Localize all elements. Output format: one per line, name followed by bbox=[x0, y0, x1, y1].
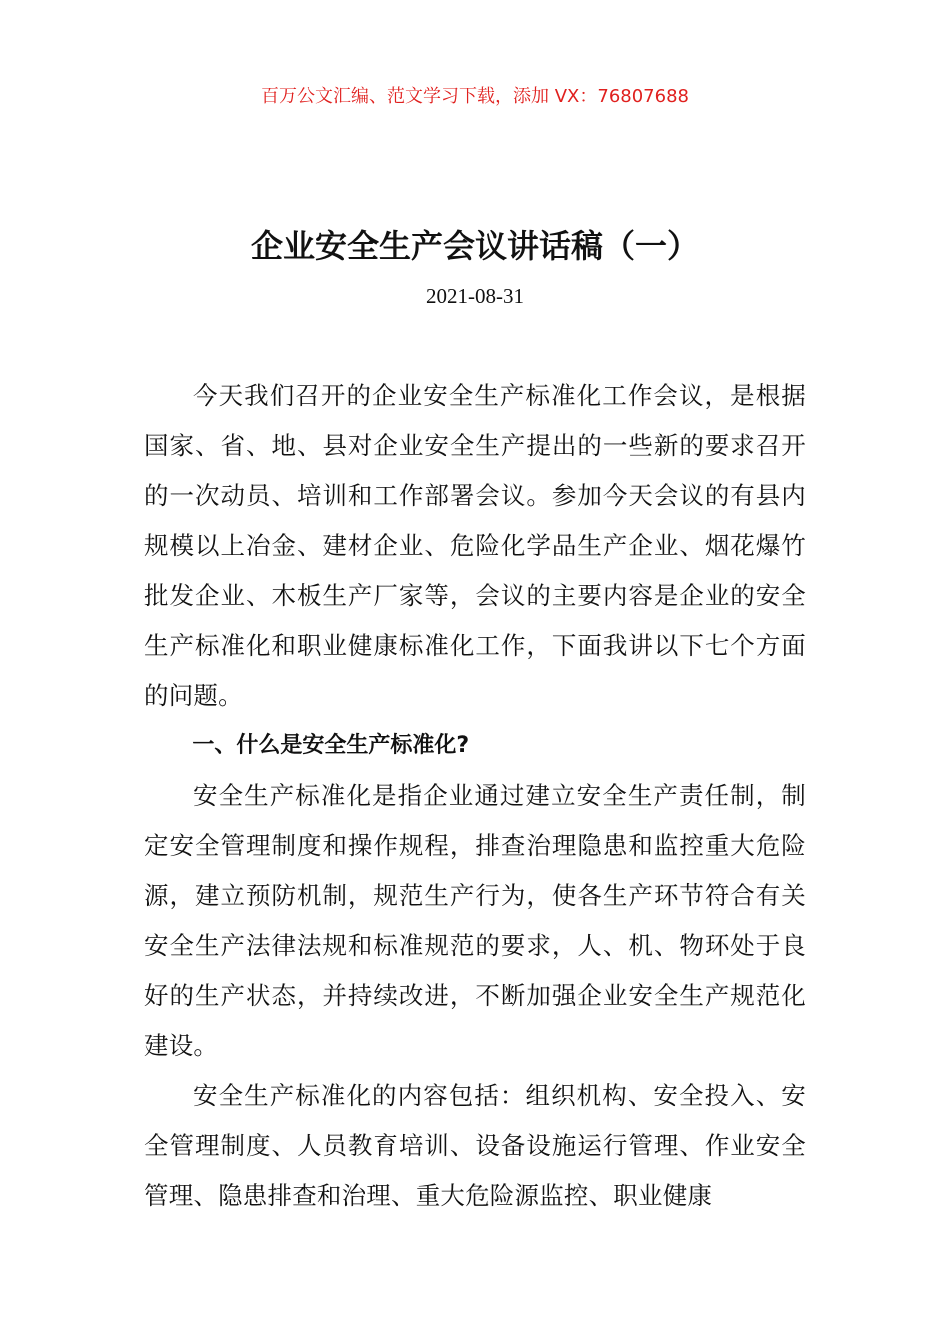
document-title: 企业安全生产会议讲话稿（一） bbox=[250, 227, 699, 265]
section-1-paragraph-1: 安全生产标准化是指企业通过建立安全生产责任制，制定安全管理制度和操作规程，排查治理隐患和监控重大危险源，建立预防机制，规范生产行为，使各生产环节符合有关安全生产法律法规和标准规范的要求，人、机、物环处于良好的生产状态，并持续改进，不断加强企业安全生产规范化建设。 bbox=[144, 781, 806, 1060]
promo-header-note: 百万公文汇编、范文学习下载，添加 VX：76807688 bbox=[261, 86, 689, 107]
document-date: 2021-08-31 bbox=[426, 284, 524, 308]
section-heading-1: 一、什么是安全生产标准化? bbox=[192, 733, 470, 758]
intro-paragraph: 今天我们召开的企业安全生产标准化工作会议，是根据国家、省、地、县对企业安全生产提出的一些新的要求召开的一次动员、培训和工作部署会议。参加今天会议的有县内规模以上冶金、建材企业、危险化学品生产企业、烟花爆竹批发企业、木板生产厂家等，会议的主要内容是企业的安全生产标准化和职业健康标准化工作，下面我讲以下七个方面的问题。 bbox=[144, 381, 806, 710]
section-1-paragraph-2: 安全生产标准化的内容包括：组织机构、安全投入、安全管理制度、人员教育培训、设备设施运行管理、作业安全管理、隐患排查和治理、重大危险源监控、职业健康 bbox=[144, 1081, 806, 1210]
document-body bbox=[144, 371, 806, 1221]
